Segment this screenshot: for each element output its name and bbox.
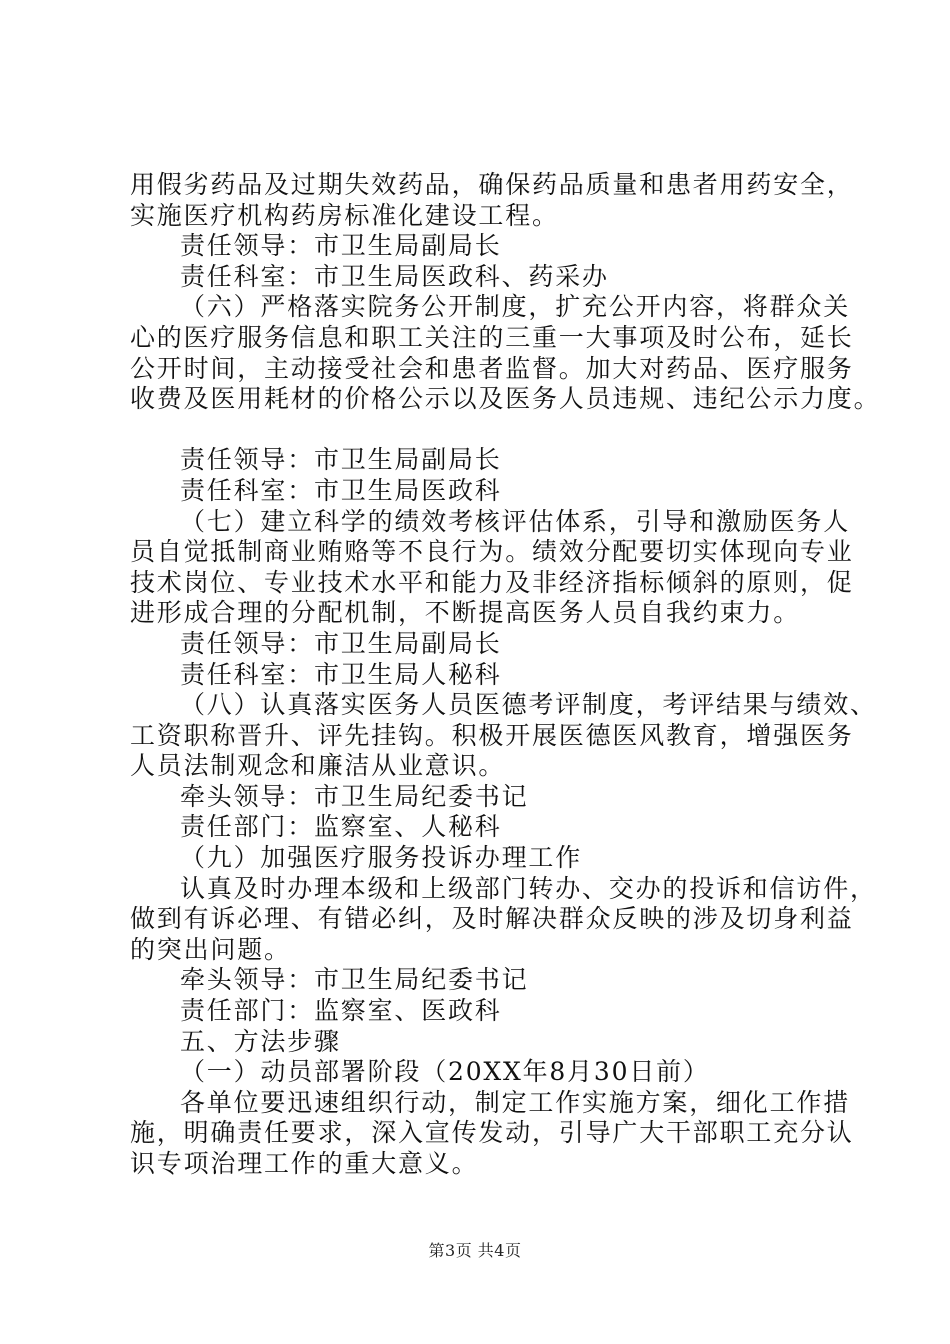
text-line: （九）加强医疗服务投诉办理工作 (180, 843, 583, 873)
text-line: 公开时间，主动接受社会和患者监督。加大对药品、医疗服务 (130, 353, 854, 383)
text-line: （六）严格落实院务公开制度，扩充公开内容，将群众关 (180, 292, 851, 322)
text-line: 责任科室：市卫生局医政科、药采办 (180, 261, 609, 291)
document-body (130, 170, 881, 1180)
text-line: 心的医疗服务信息和职工关注的三重一大事项及时公布，延长 (130, 322, 854, 352)
text-line: 用假劣药品及过期失效药品，确保药品质量和患者用药安全， (130, 170, 854, 199)
text-line: 责任领导：市卫生局副局长 (180, 445, 502, 475)
text-line: 进形成合理的分配机制，不断提高医务人员自我约束力。 (130, 598, 801, 628)
text-line: 施，明确责任要求，深入宣传发动，引导广大干部职工充分认 (130, 1118, 854, 1148)
text-line: 技术岗位、专业技术水平和能力及非经济指标倾斜的原则，促 (130, 567, 854, 597)
text-line: 认真及时办理本级和上级部门转办、交办的投诉和信访件， (180, 873, 877, 903)
text-line: （一）动员部署阶段（20XX年8月30日前） (180, 1057, 710, 1087)
text-line: 牵头领导：市卫生局纪委书记 (180, 781, 529, 811)
text-line: 做到有诉必理、有错必纠，及时解决群众反映的涉及切身利益 (130, 904, 854, 934)
text-line: 牵头领导：市卫生局纪委书记 (180, 965, 529, 995)
text-line: 责任部门：监察室、人秘科 (180, 812, 502, 842)
blank-line (130, 415, 830, 446)
text-line: （八）认真落实医务人员医德考评制度，考评结果与绩效、 (180, 690, 877, 720)
text-line: （七）建立科学的绩效考核评估体系，引导和激励医务人 (180, 506, 851, 536)
text-line: 责任科室：市卫生局医政科 (180, 475, 502, 505)
page-footer: 第3页 共4页 (428, 1241, 522, 1260)
text-line: 工资职称晋升、评先挂钩。积极开展医德医风教育，增强医务 (130, 720, 854, 750)
text-line: 责任科室：市卫生局人秘科 (180, 659, 502, 689)
text-line: 识专项治理工作的重大意义。 (130, 1149, 479, 1178)
text-line: 的突出问题。 (130, 934, 291, 964)
text-line: 收费及医用耗材的价格公示以及医务人员违规、违纪公示力度。 (130, 384, 881, 414)
text-line: 五、方法步骤 (180, 1026, 341, 1056)
text-line: 各单位要迅速组织行动，制定工作实施方案，细化工作措 (180, 1087, 851, 1117)
text-line: 责任领导：市卫生局副局长 (180, 231, 502, 261)
text-line: 员自觉抵制商业贿赂等不良行为。绩效分配要切实体现向专业 (130, 537, 854, 567)
text-line: 人员法制观念和廉洁从业意识。 (130, 751, 506, 781)
text-line: 责任领导：市卫生局副局长 (180, 628, 502, 658)
text-line: 实施医疗机构药房标准化建设工程。 (130, 200, 559, 230)
text-line: 责任部门：监察室、医政科 (180, 996, 502, 1026)
